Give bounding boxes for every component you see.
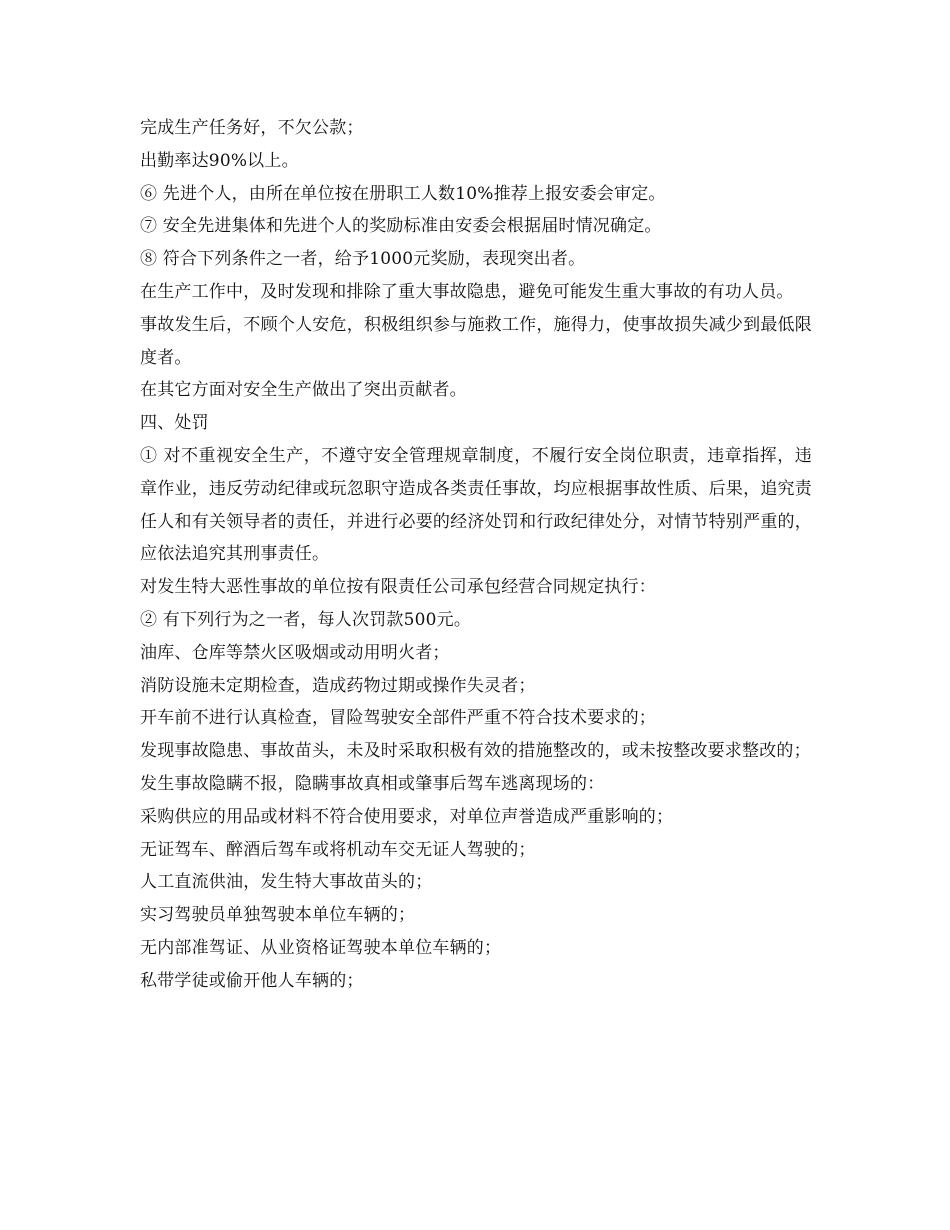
list-item: 消防设施未定期检查，造成药物过期或操作失灵者； bbox=[140, 675, 536, 696]
list-item: 人工直流供油，发生特大事故苗头的； bbox=[140, 872, 433, 893]
paragraph: 出勤率达90%以上。 bbox=[140, 150, 299, 171]
list-item: 采购供应的用品或材料不符合使用要求，对单位声誉造成严重影响的； bbox=[140, 806, 674, 827]
paragraph: ⑥ 先进个人，由所在单位按在册职工人数10%推荐上报安委会审定。 bbox=[140, 183, 666, 204]
paragraph: 完成生产任务好，不欠公款； bbox=[140, 118, 364, 138]
list-item: 私带学徒或偷开他人车辆的； bbox=[140, 970, 364, 991]
paragraph: ② 有下列行为之一者，每人次罚款500元。 bbox=[140, 609, 472, 630]
paragraph: 在其它方面对安全生产做出了突出贡献者。 bbox=[140, 380, 467, 401]
document-body bbox=[140, 112, 812, 998]
paragraph: ⑦ 安全先进集体和先进个人的奖励标准由安委会根据届时情况确定。 bbox=[140, 216, 662, 237]
list-item: 开车前不进行认真检查，冒险驾驶安全部件严重不符合技术要求的； bbox=[140, 708, 656, 729]
list-item: 无证驾车、醉酒后驾车或将机动车交无证人驾驶的； bbox=[140, 839, 536, 860]
section-heading: 四、处罚 bbox=[140, 413, 209, 434]
list-item: 油库、仓库等禁火区吸烟或动用明火者； bbox=[140, 642, 450, 663]
paragraph: 在生产工作中，及时发现和排除了重大事故隐患，避免可能发生重大事故的有功人员。 bbox=[140, 281, 794, 302]
list-item: 发现事故隐患、事故苗头，未及时采取积极有效的措施整改的，或未按整改要求整改的； bbox=[140, 741, 811, 762]
paragraph: 事故发生后，不顾个人安危，积极组织参与施救工作，施得力，使事故损失减少到最低限度者。 bbox=[140, 314, 812, 368]
paragraph: ⑧ 符合下列条件之一者，给予1000元奖励，表现突出者。 bbox=[140, 249, 586, 270]
list-item: 无内部准驾证、从业资格证驾驶本单位车辆的； bbox=[140, 937, 502, 958]
paragraph: ① 对不重视安全生产，不遵守安全管理规章制度，不履行安全岗位职责，违章指挥，违章作业，违反劳动纪律或玩忽职守造成各类责任事故，均应根据事故性质、后果，追究责任人和有关领导者的责任，并进行必要的经济处罚和行政纪律处分，对情节特别严重的，应依法追究其刑事责任。 bbox=[140, 445, 812, 565]
list-item: 发生事故隐瞒不报，隐瞒事故真相或肇事后驾车逃离现场的： bbox=[140, 773, 605, 794]
paragraph: 对发生特大恶性事故的单位按有限责任公司承包经营合同规定执行： bbox=[140, 577, 656, 598]
list-item: 实习驾驶员单独驾驶本单位车辆的； bbox=[140, 905, 416, 926]
